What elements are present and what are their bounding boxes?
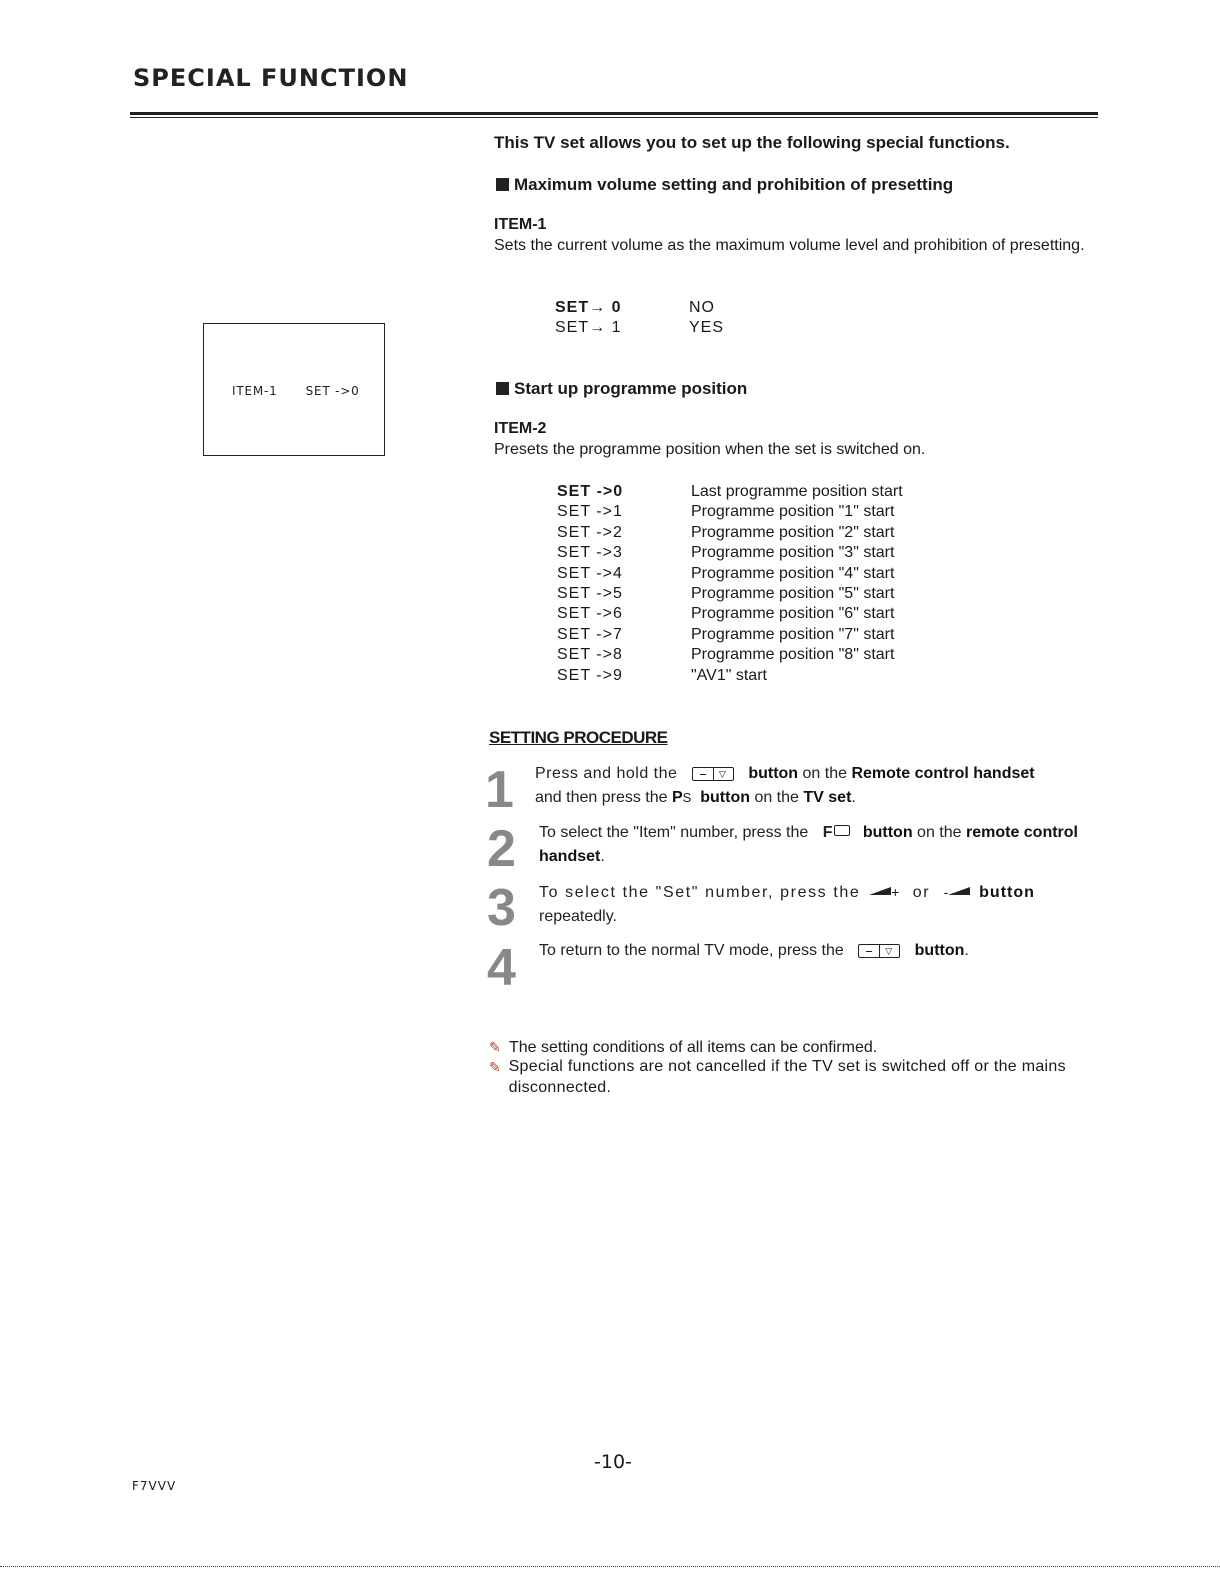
square-bullet-icon bbox=[496, 382, 509, 395]
set-value: Programme position "4" start bbox=[691, 564, 895, 582]
section2-set-table bbox=[557, 482, 903, 686]
step-text-span: To select the "Set" number, press the bbox=[539, 884, 861, 901]
step-text-span: or bbox=[912, 884, 931, 901]
page-number: -10- bbox=[594, 1451, 632, 1473]
volume-down-icon bbox=[948, 887, 970, 895]
set-value: Programme position "2" start bbox=[691, 523, 895, 541]
step-1-text bbox=[535, 762, 1098, 810]
set-key: SET ->4 bbox=[557, 564, 623, 582]
set-row bbox=[555, 318, 724, 338]
step-text-span: repeatedly. bbox=[539, 908, 617, 925]
tv-text-key-icon: ▽ bbox=[858, 944, 900, 958]
step-text-span: . bbox=[851, 789, 856, 806]
step-text-span: Press and hold the bbox=[535, 765, 678, 782]
section1-item-label: ITEM-1 bbox=[494, 216, 547, 233]
section1-heading bbox=[496, 175, 953, 195]
section1-description: Sets the current volume as the maximum volume level and prohibition of presetting. bbox=[494, 237, 1085, 254]
header-rule bbox=[130, 112, 1098, 115]
section2-description: Presets the programme position when the set is switched on. bbox=[494, 441, 926, 458]
note-text: Special functions are not cancelled if the TV set is switched off or the mains disconnected. bbox=[508, 1058, 1066, 1096]
set-row bbox=[555, 298, 724, 318]
step-text-span: + bbox=[891, 884, 900, 900]
tv-text-key-icon: ▽ bbox=[692, 767, 734, 781]
volume-up-icon bbox=[869, 887, 891, 895]
step-text-span: To return to the normal TV mode, press the bbox=[539, 942, 844, 959]
step-2-text bbox=[539, 821, 1099, 869]
note-item bbox=[489, 1037, 1079, 1059]
set-row bbox=[557, 604, 903, 624]
screen-osd-text bbox=[232, 384, 360, 398]
set-key: SET ->8 bbox=[557, 646, 623, 664]
set-key: SET ->5 bbox=[557, 585, 623, 603]
set-value: NO bbox=[689, 299, 715, 316]
set-value: Programme position "5" start bbox=[691, 585, 895, 603]
set-row bbox=[557, 645, 903, 665]
function-key-icon bbox=[823, 824, 850, 841]
set-row bbox=[557, 584, 903, 604]
model-code: F7VVV bbox=[132, 1479, 177, 1493]
set-key: SET ->3 bbox=[557, 544, 623, 562]
p-key-icon: P bbox=[672, 789, 683, 806]
function-key-label: F bbox=[822, 824, 833, 841]
set-value: Last programme position start bbox=[691, 483, 903, 500]
step-text-span: Remote control handset bbox=[851, 765, 1035, 782]
step-text-span: button bbox=[914, 942, 965, 959]
set-key: SET ->2 bbox=[557, 523, 623, 541]
header-rule-thin bbox=[130, 117, 1098, 118]
set-row bbox=[557, 482, 903, 502]
set-key: SET→ 1 bbox=[555, 319, 622, 337]
pencil-note-icon: ✎ bbox=[489, 1059, 501, 1075]
set-key: SET ->9 bbox=[557, 666, 623, 684]
set-value: Programme position "1" start bbox=[691, 503, 895, 521]
note-item bbox=[489, 1057, 1079, 1098]
set-key: SET ->0 bbox=[557, 483, 624, 500]
step-text-span: TV set bbox=[803, 789, 852, 806]
step-text-span: . bbox=[964, 942, 969, 959]
step-3-text bbox=[539, 880, 1099, 929]
step-text-span: button bbox=[862, 824, 913, 841]
page-edge-divider bbox=[0, 1566, 1220, 1567]
step-text-span: button bbox=[979, 884, 1035, 901]
step-text-span: To select the "Item" number, press the bbox=[539, 824, 809, 841]
step-text-span: remote control handset bbox=[539, 824, 1078, 865]
procedure-heading: SETTING PROCEDURE bbox=[489, 728, 668, 747]
step-number: 2 bbox=[487, 820, 516, 878]
step-text-span: - bbox=[943, 884, 949, 900]
set-row bbox=[557, 666, 903, 686]
step-number: 3 bbox=[487, 879, 516, 937]
step-text-span: S bbox=[682, 790, 692, 805]
step-text-span: and then press the bbox=[535, 789, 668, 806]
section1-set-table bbox=[555, 298, 724, 339]
step-4-text bbox=[539, 939, 1099, 963]
section2-heading-text: Start up programme position bbox=[514, 379, 748, 398]
tv-screen-illustration bbox=[203, 323, 385, 456]
set-key: SET ->7 bbox=[557, 625, 623, 643]
step-number: 1 bbox=[485, 761, 514, 819]
set-value: Programme position "6" start bbox=[691, 605, 895, 623]
square-bullet-icon bbox=[496, 178, 509, 191]
step-text-span: button bbox=[748, 765, 799, 782]
set-value: YES bbox=[689, 319, 725, 337]
step-text-span: button bbox=[700, 789, 750, 806]
step-text-span: . bbox=[600, 848, 605, 865]
set-value: Programme position "7" start bbox=[691, 625, 895, 643]
section2-heading bbox=[496, 379, 747, 399]
set-key: SET ->6 bbox=[557, 605, 623, 623]
set-key: SET→ 0 bbox=[555, 299, 622, 316]
intro-text: This TV set allows you to set up the following special functions. bbox=[494, 133, 1010, 152]
screen-item-label: ITEM-1 bbox=[232, 384, 278, 398]
set-value: "AV1" start bbox=[691, 666, 767, 684]
note-text: The setting conditions of all items can be confirmed. bbox=[509, 1039, 878, 1056]
set-value: Programme position "3" start bbox=[691, 544, 895, 562]
set-row bbox=[557, 502, 903, 522]
set-row bbox=[557, 625, 903, 645]
set-value: Programme position "8" start bbox=[691, 646, 895, 664]
set-row bbox=[557, 543, 903, 563]
set-row bbox=[557, 564, 903, 584]
set-key: SET ->1 bbox=[557, 503, 623, 521]
pencil-note-icon: ✎ bbox=[489, 1039, 501, 1055]
step-text-span: on the bbox=[917, 824, 962, 841]
step-number: 4 bbox=[487, 939, 516, 997]
section1-heading-text: Maximum volume setting and prohibition of presetting bbox=[514, 175, 954, 194]
section2-item-label: ITEM-2 bbox=[494, 420, 547, 437]
step-text-span: on the bbox=[754, 789, 799, 806]
set-row bbox=[557, 523, 903, 543]
screen-set-label: SET ->0 bbox=[305, 384, 360, 398]
page-title: SPECIAL FUNCTION bbox=[133, 64, 409, 92]
step-text-span: on the bbox=[802, 765, 848, 782]
